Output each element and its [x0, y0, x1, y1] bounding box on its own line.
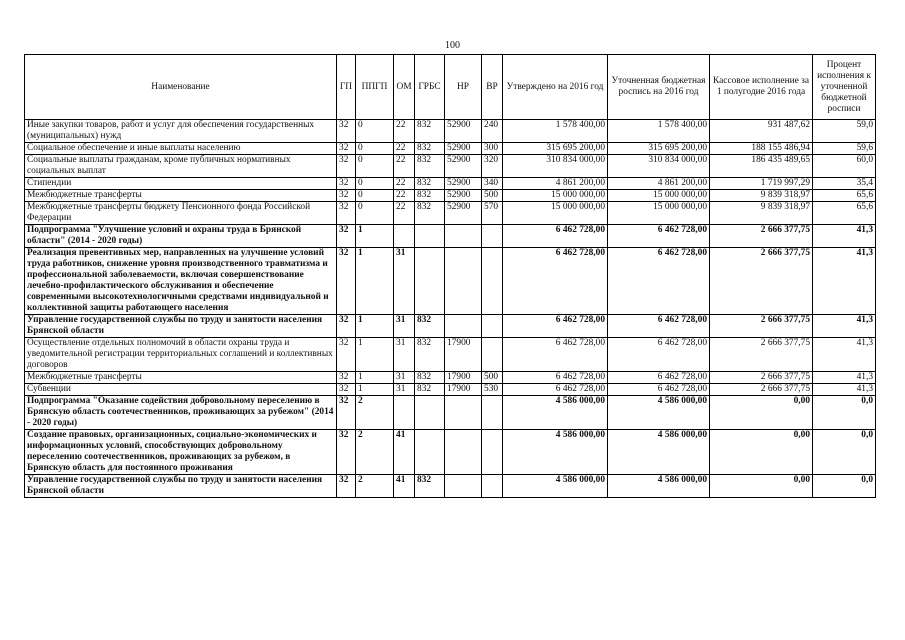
row-vr: 570	[482, 202, 503, 225]
table-row	[25, 178, 876, 190]
row-np: 17900	[445, 372, 482, 384]
row-grbs: 832	[415, 338, 445, 372]
header-gp: ГП	[337, 55, 356, 120]
row-ppgp: 0	[356, 178, 394, 190]
row-gp: 32	[337, 338, 356, 372]
row-name: Управление государственной службы по труду и занятости населения Брянской области	[25, 315, 337, 338]
row-refined: 6 462 728,00	[608, 248, 710, 315]
row-ppgp: 2	[356, 396, 394, 430]
row-percent: 35,4	[813, 178, 876, 190]
row-approved: 4 586 000,00	[503, 475, 608, 498]
row-grbs: 832	[415, 178, 445, 190]
budget-table	[24, 54, 876, 498]
row-om: 22	[394, 143, 415, 155]
row-refined: 4 586 000,00	[608, 396, 710, 430]
row-cash: 188 155 486,94	[710, 143, 813, 155]
table-row	[25, 155, 876, 178]
header-vr: ВР	[482, 55, 503, 120]
row-np: 52900	[445, 190, 482, 202]
row-name: Социальное обеспечение и иные выплаты населению	[25, 143, 337, 155]
row-ppgp: 1	[356, 372, 394, 384]
row-om	[394, 396, 415, 430]
row-om: 22	[394, 202, 415, 225]
row-grbs: 832	[415, 120, 445, 143]
row-name: Подпрограмма "Оказание содействия добровольному переселению в Брянскую область соотечественников, проживающих за рубежом" (2014 - 2020 годы)	[25, 396, 337, 430]
row-cash: 2 666 377,75	[710, 315, 813, 338]
row-om: 41	[394, 430, 415, 475]
row-grbs	[415, 430, 445, 475]
row-ppgp: 1	[356, 225, 394, 248]
row-refined: 15 000 000,00	[608, 202, 710, 225]
row-cash: 9 839 318,97	[710, 190, 813, 202]
row-cash: 9 839 318,97	[710, 202, 813, 225]
row-np	[445, 430, 482, 475]
row-np: 52900	[445, 202, 482, 225]
table-row	[25, 338, 876, 372]
row-ppgp: 1	[356, 315, 394, 338]
row-vr	[482, 225, 503, 248]
row-vr	[482, 248, 503, 315]
row-np	[445, 475, 482, 498]
row-om: 31	[394, 384, 415, 396]
row-ppgp: 0	[356, 155, 394, 178]
row-vr: 530	[482, 384, 503, 396]
table-row	[25, 315, 876, 338]
row-vr: 240	[482, 120, 503, 143]
row-ppgp: 0	[356, 143, 394, 155]
row-cash: 0,00	[710, 475, 813, 498]
row-percent: 41,3	[813, 372, 876, 384]
row-percent: 0,0	[813, 475, 876, 498]
row-name: Создание правовых, организационных, социально-экономических и информационных условий, способствующих добровольному переселению соотечественников, проживающих за рубежом, в Брянскую область для постоянного проживания	[25, 430, 337, 475]
table-row	[25, 430, 876, 475]
row-om: 41	[394, 475, 415, 498]
row-percent: 60,0	[813, 155, 876, 178]
table-body	[25, 120, 876, 498]
header-om: ОМ	[394, 55, 415, 120]
row-percent: 41,3	[813, 315, 876, 338]
row-percent: 59,6	[813, 143, 876, 155]
table-row	[25, 143, 876, 155]
row-name: Осуществление отдельных полномочий в области охраны труда и уведомительной регистрации территориальных соглашений и коллективных договоров	[25, 338, 337, 372]
row-om	[394, 225, 415, 248]
row-gp: 32	[337, 384, 356, 396]
page-number: 100	[445, 40, 460, 51]
row-percent: 41,3	[813, 248, 876, 315]
row-vr: 340	[482, 178, 503, 190]
row-approved: 6 462 728,00	[503, 338, 608, 372]
row-name: Реализация превентивных мер, направленных на улучшение условий труда работников, снижение уровня производственного травматизма и профессиональной заболеваемости, включая совершенствование лечебно-профилактического обслуживания и обеспечение современными высокотехнологичными средствами индивидуальной и коллективной защиты работающего населения	[25, 248, 337, 315]
row-gp: 32	[337, 143, 356, 155]
table-row	[25, 190, 876, 202]
row-grbs	[415, 248, 445, 315]
table-row	[25, 384, 876, 396]
row-om: 31	[394, 315, 415, 338]
row-cash: 931 487,62	[710, 120, 813, 143]
row-approved: 6 462 728,00	[503, 372, 608, 384]
row-ppgp: 2	[356, 475, 394, 498]
row-gp: 32	[337, 202, 356, 225]
row-percent: 0,0	[813, 430, 876, 475]
row-refined: 4 586 000,00	[608, 475, 710, 498]
row-np: 17900	[445, 384, 482, 396]
row-refined: 6 462 728,00	[608, 225, 710, 248]
row-ppgp: 0	[356, 202, 394, 225]
row-vr	[482, 475, 503, 498]
row-grbs: 832	[415, 372, 445, 384]
row-name: Социальные выплаты гражданам, кроме публичных нормативных социальных выплат	[25, 155, 337, 178]
row-np: 52900	[445, 143, 482, 155]
row-approved: 315 695 200,00	[503, 143, 608, 155]
row-ppgp: 0	[356, 190, 394, 202]
row-percent: 65,6	[813, 190, 876, 202]
row-approved: 15 000 000,00	[503, 202, 608, 225]
header-approved: Утверждено на 2016 год	[503, 55, 608, 120]
row-ppgp: 2	[356, 430, 394, 475]
row-refined: 4 586 000,00	[608, 430, 710, 475]
row-grbs: 832	[415, 202, 445, 225]
row-gp: 32	[337, 120, 356, 143]
row-cash: 2 666 377,75	[710, 248, 813, 315]
row-name: Подпрограмма "Улучшение условий и охраны труда в Брянской области" (2014 - 2020 годы)	[25, 225, 337, 248]
header-name: Наименование	[25, 55, 337, 120]
row-cash: 1 719 997,29	[710, 178, 813, 190]
row-approved: 6 462 728,00	[503, 315, 608, 338]
row-approved: 310 834 000,00	[503, 155, 608, 178]
row-om: 31	[394, 372, 415, 384]
row-name: Межбюджетные трансферты	[25, 372, 337, 384]
row-name: Управление государственной службы по труду и занятости населения Брянской области	[25, 475, 337, 498]
row-gp: 32	[337, 396, 356, 430]
row-om: 22	[394, 120, 415, 143]
row-ppgp: 0	[356, 120, 394, 143]
row-om: 22	[394, 190, 415, 202]
row-refined: 310 834 000,00	[608, 155, 710, 178]
row-refined: 1 578 400,00	[608, 120, 710, 143]
row-percent: 41,3	[813, 384, 876, 396]
row-name: Иные закупки товаров, работ и услуг для обеспечения государственных (муниципальных) нужд	[25, 120, 337, 143]
row-np: 17900	[445, 338, 482, 372]
row-grbs	[415, 225, 445, 248]
row-refined: 6 462 728,00	[608, 372, 710, 384]
row-np: 52900	[445, 178, 482, 190]
row-vr	[482, 396, 503, 430]
row-percent: 65,6	[813, 202, 876, 225]
row-grbs: 832	[415, 315, 445, 338]
header-percent: Процент исполнения к уточненной бюджетной росписи	[813, 55, 876, 120]
row-cash: 186 435 489,65	[710, 155, 813, 178]
row-approved: 4 861 200,00	[503, 178, 608, 190]
table-row	[25, 396, 876, 430]
row-name: Стипендии	[25, 178, 337, 190]
header-cash: Кассовое исполнение за 1 полугодие 2016 года	[710, 55, 813, 120]
row-grbs	[415, 396, 445, 430]
row-cash: 0,00	[710, 396, 813, 430]
row-gp: 32	[337, 475, 356, 498]
row-ppgp: 1	[356, 338, 394, 372]
row-gp: 32	[337, 155, 356, 178]
row-np: 52900	[445, 120, 482, 143]
table-row	[25, 248, 876, 315]
row-approved: 1 578 400,00	[503, 120, 608, 143]
row-refined: 6 462 728,00	[608, 384, 710, 396]
row-percent: 41,3	[813, 338, 876, 372]
row-refined: 4 861 200,00	[608, 178, 710, 190]
table-row	[25, 225, 876, 248]
row-approved: 6 462 728,00	[503, 225, 608, 248]
row-ppgp: 1	[356, 384, 394, 396]
row-vr: 500	[482, 190, 503, 202]
row-percent: 41,3	[813, 225, 876, 248]
row-grbs: 832	[415, 143, 445, 155]
row-om: 22	[394, 178, 415, 190]
row-approved: 6 462 728,00	[503, 384, 608, 396]
row-cash: 0,00	[710, 430, 813, 475]
row-om: 31	[394, 248, 415, 315]
row-grbs: 832	[415, 384, 445, 396]
row-name: Межбюджетные трансферты бюджету Пенсионного фонда Российской Федерации	[25, 202, 337, 225]
row-percent: 0,0	[813, 396, 876, 430]
row-np	[445, 396, 482, 430]
header-grbs: ГРБС	[415, 55, 445, 120]
row-approved: 15 000 000,00	[503, 190, 608, 202]
row-refined: 15 000 000,00	[608, 190, 710, 202]
row-vr	[482, 430, 503, 475]
row-np	[445, 248, 482, 315]
row-np	[445, 315, 482, 338]
table-row	[25, 120, 876, 143]
row-vr: 300	[482, 143, 503, 155]
row-grbs: 832	[415, 155, 445, 178]
row-gp: 32	[337, 248, 356, 315]
row-vr: 320	[482, 155, 503, 178]
row-refined: 315 695 200,00	[608, 143, 710, 155]
row-cash: 2 666 377,75	[710, 372, 813, 384]
row-gp: 32	[337, 225, 356, 248]
row-np	[445, 225, 482, 248]
row-om: 22	[394, 155, 415, 178]
row-name: Субвенции	[25, 384, 337, 396]
row-vr	[482, 315, 503, 338]
row-grbs: 832	[415, 190, 445, 202]
header-refined: Уточненная бюджетная роспись на 2016 год	[608, 55, 710, 120]
row-vr: 500	[482, 372, 503, 384]
row-grbs: 832	[415, 475, 445, 498]
row-approved: 6 462 728,00	[503, 248, 608, 315]
row-approved: 4 586 000,00	[503, 396, 608, 430]
table-header-row	[25, 55, 876, 120]
row-refined: 6 462 728,00	[608, 315, 710, 338]
table-row	[25, 475, 876, 498]
row-gp: 32	[337, 178, 356, 190]
row-approved: 4 586 000,00	[503, 430, 608, 475]
row-gp: 32	[337, 430, 356, 475]
row-cash: 2 666 377,75	[710, 384, 813, 396]
row-cash: 2 666 377,75	[710, 225, 813, 248]
table-row	[25, 202, 876, 225]
header-np: НР	[445, 55, 482, 120]
row-om: 31	[394, 338, 415, 372]
row-refined: 6 462 728,00	[608, 338, 710, 372]
row-gp: 32	[337, 190, 356, 202]
row-ppgp: 1	[356, 248, 394, 315]
row-gp: 32	[337, 372, 356, 384]
table-row	[25, 372, 876, 384]
row-gp: 32	[337, 315, 356, 338]
row-cash: 2 666 377,75	[710, 338, 813, 372]
row-vr	[482, 338, 503, 372]
row-percent: 59,0	[813, 120, 876, 143]
row-name: Межбюджетные трансферты	[25, 190, 337, 202]
row-np: 52900	[445, 155, 482, 178]
header-ppgp: ППГП	[356, 55, 394, 120]
